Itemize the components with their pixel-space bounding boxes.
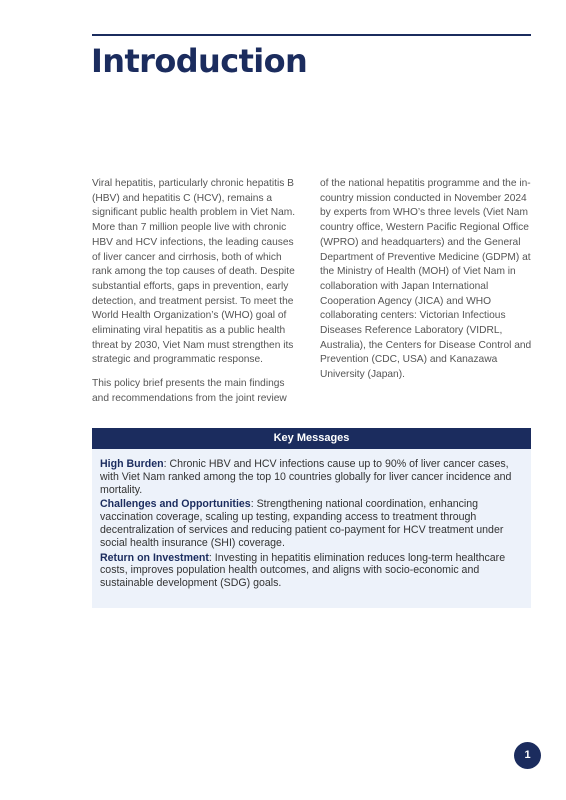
key-message-item [100, 498, 523, 549]
page-number-badge: 1 [514, 742, 541, 769]
key-message-item [100, 458, 523, 496]
key-messages-body [92, 449, 531, 590]
page-title: Introduction [91, 42, 308, 80]
key-message-text: : Chronic HBV and HCV infections cause up to 90% of liver cancer cases, with Viet Nam ranked among the top 10 countries globally for liver cancer incidence and mortality. [100, 458, 512, 496]
intro-left-column [92, 177, 302, 416]
key-message-text: : Investing in hepatitis elimination reduces long-term healthcare costs, improves population health outcomes, and aligns with socio-economic and sustainable development (SDG) goals. [100, 551, 506, 590]
intro-right-column [320, 177, 532, 392]
key-message-label: Return on Investment [100, 551, 209, 564]
key-message-text: : Strengthening national coordination, enhancing vaccination coverage, scaling up testing, expanding access to treatment through decentralization of services and reducing patient co-payment for HCV treatment under social health insurance (SHI) coverage. [100, 498, 504, 549]
key-message-label: Challenges and Opportunities [100, 498, 251, 511]
top-divider [92, 34, 531, 36]
key-messages-heading: Key Messages [92, 428, 531, 449]
key-messages-box [92, 428, 531, 608]
key-message-label: High Burden [100, 458, 164, 470]
intro-paragraph: This policy brief presents the main findings and recommendations from the joint review [92, 378, 287, 404]
intro-paragraph: of the national hepatitis programme and the in-country mission conducted in November 2024 by experts from WHO’s three levels (Viet Nam country office, Western Pacific Regional Office (WPRO) and headquarters) and the General Department of Preventive Medicine (GDPM) at the Ministry of Health (MOH) of Viet Nam in collaboration with Japan International Cooperation Agency (JICA) and WHO collaborating centers: Victorian Infectious Diseases Reference Laboratory (VIDRL, Australia), the Centers for Disease Control and Prevention (CDC, USA) and Kanazawa University (Japan). [320, 178, 532, 381]
key-message-item [100, 552, 523, 590]
intro-paragraph: Viral hepatitis, particularly chronic hepatitis B (HBV) and hepatitis C (HCV), remains a significant public health problem in Viet Nam. More than 7 million people live with chronic HBV and HCV infections, the leading causes of liver cancer and cirrhosis, both of which rank among the top causes of death. Despite substantial efforts, gaps in prevention, early detection, and treatment persist. To meet the World Health Organization’s (WHO) goal of eliminating viral hepatitis as a public health threat by 2030, Viet Nam must strengthen its strategic and programmatic response. [92, 178, 296, 366]
